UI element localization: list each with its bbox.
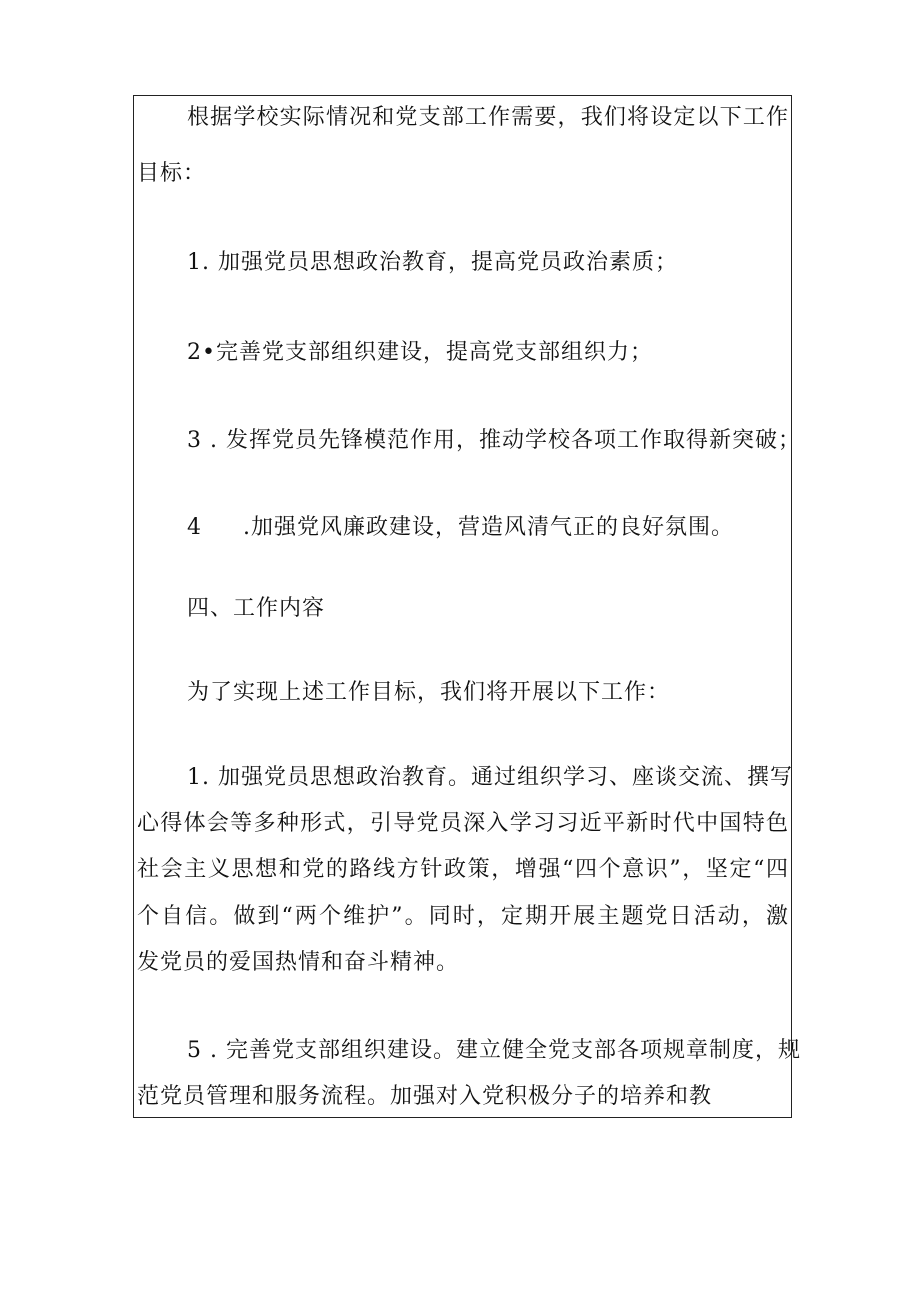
goal-2: 2•完善党支部组织建设，提高党支部组织力； [187, 340, 653, 365]
goal-3: 3 . 发挥党员先锋模范作用，推动学校各项工作取得新突破； [187, 428, 801, 453]
section-heading: 四、工作内容 [187, 596, 326, 621]
item-1-line-5: 发党员的爱国热情和奋斗精神。 [137, 950, 460, 975]
goal-4 [187, 513, 789, 543]
goal-4-text: .加强党风廉政建设，营造风清气正的良好氛围。 [243, 515, 734, 540]
section-intro: 为了实现上述工作目标，我们将开展以下工作： [187, 680, 671, 705]
item-5-line-2: 范党员管理和服务流程。加强对入党积极分子的培养和教 [137, 1084, 713, 1109]
item-1-line-2: 心得体会等多种形式，引导党员深入学习习近平新时代中国特色 [137, 811, 789, 836]
goal-4-number: 4 [187, 515, 202, 540]
item-1-line-3: 社会主义思想和党的路线方针政策，增强“四个意识”，坚定“四 [137, 857, 789, 882]
item-1-line-1: 1. 加强党员思想政治教育。通过组织学习、座谈交流、撰写 [187, 765, 793, 790]
item-1-line-4: 个自信。做到“两个维护”。同时，定期开展主题党日活动，激 [137, 904, 789, 929]
intro-line-2: 目标： [137, 161, 207, 186]
goal-1: 1. 加强党员思想政治教育，提高党员政治素质； [187, 250, 678, 275]
item-5-line-1: 5 . 完善党支部组织建设。建立健全党支部各项规章制度，规 [187, 1038, 801, 1063]
intro-line-1: 根据学校实际情况和党支部工作需要，我们将设定以下工作 [187, 105, 789, 130]
